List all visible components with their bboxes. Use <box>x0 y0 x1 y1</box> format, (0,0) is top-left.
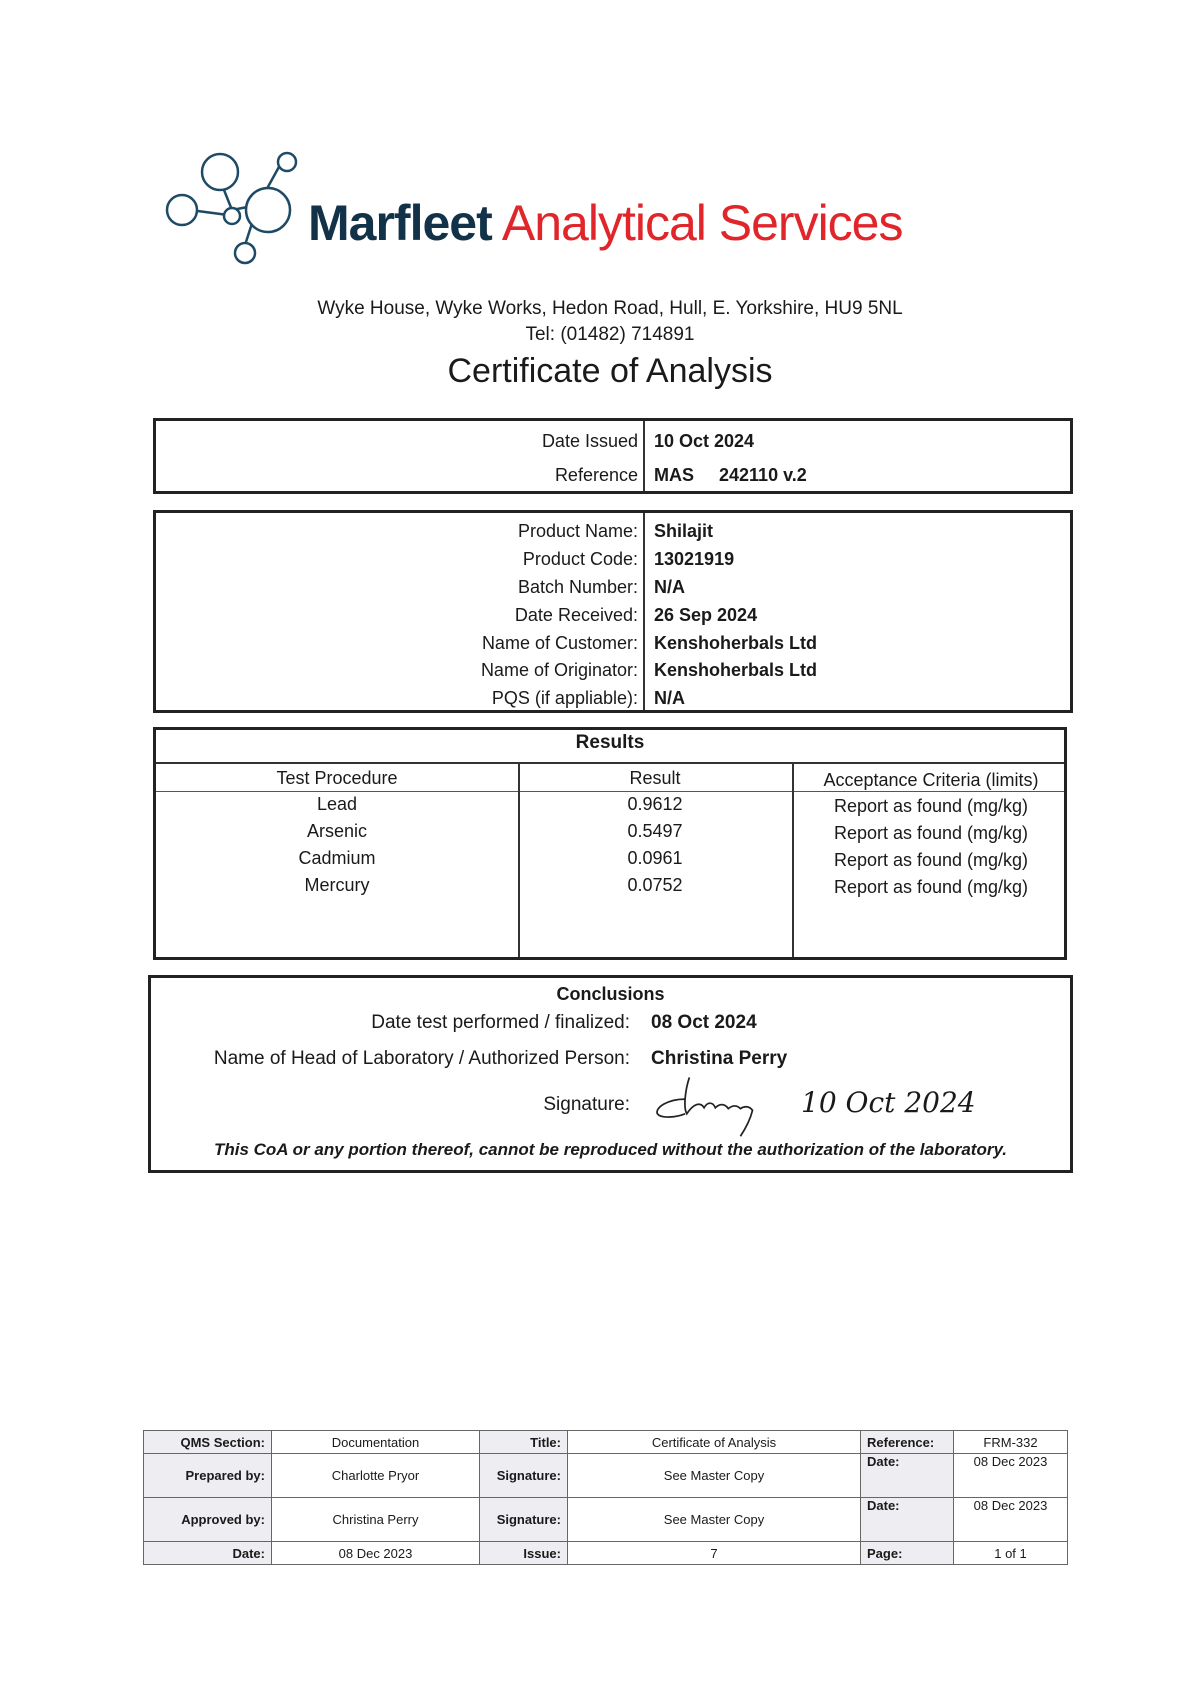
batch-number-label: Batch Number: <box>517 577 638 597</box>
page-label: Page: <box>861 1542 954 1565</box>
doc-date-label: Date: <box>144 1542 272 1565</box>
issue-value: 7 <box>568 1542 861 1565</box>
prepared-by-value: Charlotte Pryor <box>272 1454 480 1498</box>
criteria-cell: Report as found (mg/kg) <box>833 877 1029 897</box>
conclusions-box <box>148 975 1073 1173</box>
page-title: Certificate of Analysis <box>447 352 773 390</box>
authorized-person-label: Name of Head of Laboratory / Authorized Person: <box>213 1048 630 1069</box>
approved-date-value: 08 Dec 2023 <box>954 1498 1068 1542</box>
criteria-cell: Report as found (mg/kg) <box>833 850 1029 870</box>
authorized-person-value: Christina Perry <box>651 1048 788 1069</box>
header-result: Result <box>629 768 681 788</box>
date-issued-label: Date Issued <box>541 431 638 451</box>
product-box <box>153 510 1073 713</box>
product-name-value: Shilajit <box>654 521 714 541</box>
originator-label: Name of Originator: <box>480 660 638 680</box>
date-received-value: 26 Sep 2024 <box>654 605 758 625</box>
prepared-date-value: 08 Dec 2023 <box>954 1454 1068 1498</box>
title-label: Title: <box>480 1431 568 1454</box>
reference-value: FRM-332 <box>954 1431 1068 1454</box>
company-address: Wyke House, Wyke Works, Hedon Road, Hull, E. Yorkshire, HU9 5NL <box>317 298 903 319</box>
product-name-label: Product Name: <box>517 521 638 541</box>
batch-number-value: N/A <box>654 577 685 597</box>
approved-signature-label: Signature: <box>480 1498 568 1542</box>
product-code-label: Product Code: <box>522 549 638 569</box>
date-performed-value: 08 Oct 2024 <box>651 1012 757 1033</box>
conclusions-title: Conclusions <box>556 984 665 1004</box>
disclaimer: This CoA or any portion thereof, cannot be reproduced without the authorization of the laboratory. <box>213 1140 1008 1159</box>
reference-label: Reference <box>554 465 638 485</box>
company-logo <box>160 150 1160 280</box>
result-cell: 0.0961 <box>627 848 683 868</box>
document-control-table <box>143 1430 1068 1565</box>
signature-value: See Master Copy <box>568 1454 861 1498</box>
customer-value: Kenshoherbals Ltd <box>654 633 818 653</box>
logo-text-marfleet: Marfleet <box>308 195 492 251</box>
title-value: Certificate of Analysis <box>568 1431 861 1454</box>
test-procedure-cell: Arsenic <box>306 821 368 841</box>
logo-text-analytical-services: Analytical Services <box>501 195 903 251</box>
signature-label: Signature: <box>543 1094 630 1115</box>
header-acceptance-criteria: Acceptance Criteria (limits) <box>823 770 1039 790</box>
approved-date-label: Date: <box>861 1498 954 1542</box>
results-table <box>153 727 1067 960</box>
test-procedure-cell: Lead <box>316 794 358 814</box>
qms-section-value: Documentation <box>272 1431 480 1454</box>
results-title: Results <box>575 732 645 753</box>
doc-date-value: 08 Dec 2023 <box>272 1542 480 1565</box>
company-tel: Tel: (01482) 714891 <box>525 324 695 345</box>
criteria-cell: Report as found (mg/kg) <box>833 796 1029 816</box>
handwritten-signature <box>641 1074 781 1138</box>
signature-date: 10 Oct 2024 <box>801 1086 976 1119</box>
date-performed-label: Date test performed / finalized: <box>371 1012 630 1033</box>
customer-label: Name of Customer: <box>481 633 638 653</box>
approved-by-label: Approved by: <box>144 1498 272 1542</box>
criteria-cell: Report as found (mg/kg) <box>833 823 1029 843</box>
page-value: 1 of 1 <box>954 1542 1068 1565</box>
date-issued-value: 10 Oct 2024 <box>654 431 755 451</box>
pqs-value: N/A <box>654 688 685 708</box>
signature-label: Signature: <box>480 1454 568 1498</box>
header-test-procedure: Test Procedure <box>276 768 398 788</box>
reference-value: MAS 242110 v.2 <box>654 465 807 485</box>
issue-box <box>153 418 1073 494</box>
prepared-date-label: Date: <box>861 1454 954 1498</box>
originator-value: Kenshoherbals Ltd <box>654 660 818 680</box>
test-procedure-cell: Mercury <box>304 875 370 895</box>
issue-label: Issue: <box>480 1542 568 1565</box>
result-cell: 0.0752 <box>627 875 683 895</box>
result-cell: 0.5497 <box>627 821 683 841</box>
date-received-label: Date Received: <box>514 605 638 625</box>
product-code-value: 13021919 <box>654 549 735 569</box>
qms-section-label: QMS Section: <box>144 1431 272 1454</box>
pqs-label: PQS (if appliable): <box>491 688 638 708</box>
approved-signature-value: See Master Copy <box>568 1498 861 1542</box>
reference-label: Reference: <box>861 1431 954 1454</box>
prepared-by-label: Prepared by: <box>144 1454 272 1498</box>
result-cell: 0.9612 <box>627 794 683 814</box>
approved-by-value: Christina Perry <box>272 1498 480 1542</box>
molecule-logo-icon <box>160 150 310 275</box>
test-procedure-cell: Cadmium <box>298 848 376 868</box>
